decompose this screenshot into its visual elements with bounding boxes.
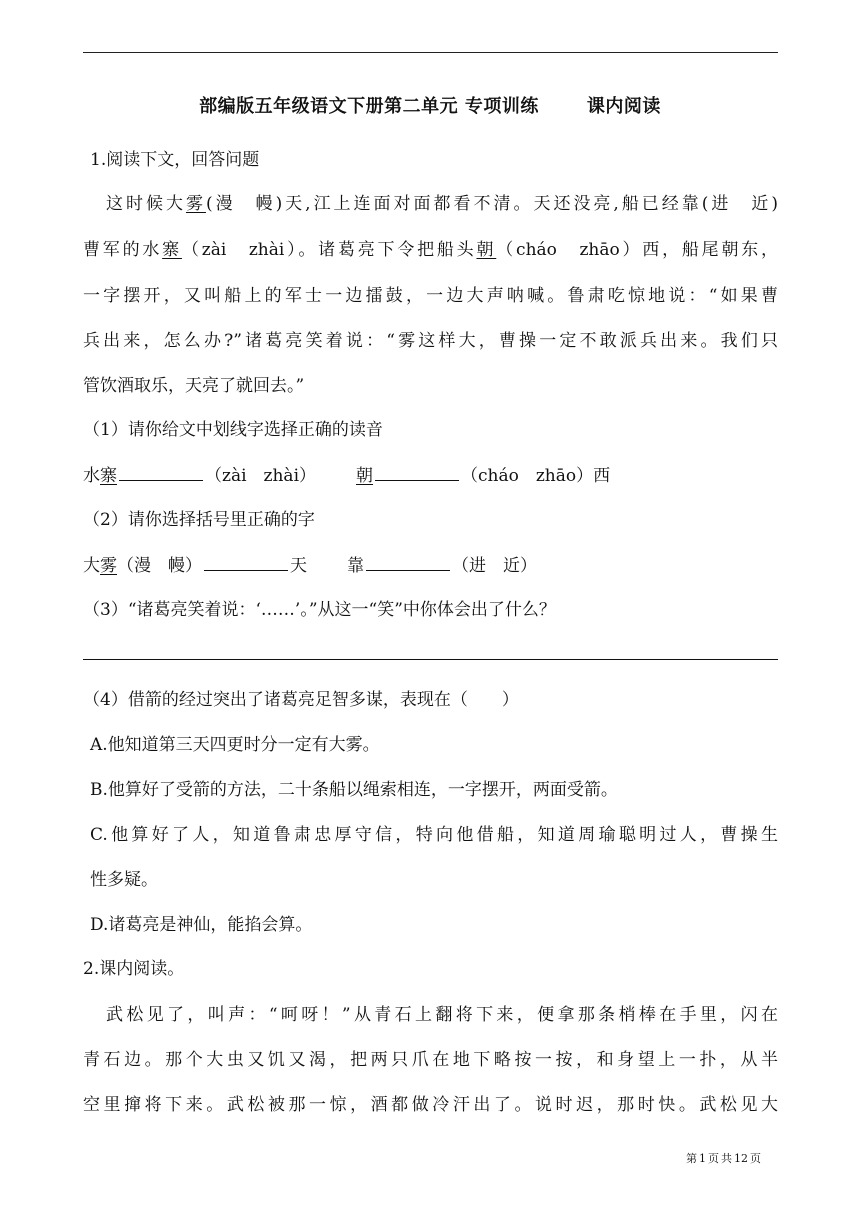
answer-blank[interactable]: [119, 463, 203, 481]
option-c-cont: 性多疑。: [90, 870, 158, 890]
q1-passage-line: 曹军的水寨（zài zhài）。诸葛亮下令把船头朝（cháo zhāo）西，船尾朝东，: [83, 240, 779, 260]
answer-blank[interactable]: [204, 553, 288, 571]
q1-sub2-prompt: （2）请你选择括号里正确的字: [83, 510, 315, 530]
option-c[interactable]: C.他算好了人，知道鲁肃忠厚守信，特向他借船，知道周瑜聪明过人，曹操生: [90, 825, 778, 845]
answer-blank[interactable]: [366, 553, 450, 571]
q1-sub3-prompt: （3）“诸葛亮笑着说：‘……’。”从这一“笑”中你体会出了什么？: [83, 600, 556, 620]
answer-blank[interactable]: [375, 463, 459, 481]
q1-passage-line: 一字摆开，又叫船上的军士一边擂鼓，一边大声呐喊。鲁肃吃惊地说：“如果曹: [83, 286, 778, 306]
q1-sub4-prompt: （4）借箭的经过突出了诸葛亮足智多谋，表现在（ ）: [83, 690, 519, 710]
q1-passage-line: 这时候大雾(漫 幔)天,江上连面对面都看不清。天还没亮,船已经靠(进 近): [106, 194, 779, 214]
q1-sub2-answers: 大雾（漫 幔） 天 靠 （进 近）: [83, 553, 537, 578]
q1-sub1-prompt: （1）请你给文中划线字选择正确的读音: [83, 420, 383, 440]
option-b[interactable]: B.他算好了受箭的方法，二十条船以绳索相连，一字摆开，两面受箭。: [90, 780, 618, 800]
page-title: [0, 92, 860, 118]
q1-passage-line: 兵出来，怎么办?”诸葛亮笑着说：“雾这样大，曹操一定不敢派兵出来。我们只: [83, 331, 778, 351]
title-sub: 课内阅读: [586, 96, 661, 117]
option-d[interactable]: D.诸葛亮是神仙，能掐会算。: [90, 915, 313, 935]
q2-heading: 2.课内阅读。: [83, 959, 185, 979]
q1-sub1-answers: 水寨 （zài zhài） 朝 （cháo zhāo）西: [83, 463, 610, 488]
q1-passage-line: 管饮酒取乐，天亮了就回去。”: [83, 376, 305, 396]
q1-heading: 1.阅读下文，回答问题: [90, 150, 260, 170]
header-rule: [83, 52, 778, 53]
q2-passage-line: 空里撺将下来。武松被那一惊，酒都做冷汗出了。说时迟，那时快。武松见大: [83, 1095, 778, 1115]
answer-line[interactable]: [83, 659, 778, 660]
title-main: 部编版五年级语文下册第二单元 专项训练: [199, 96, 539, 117]
option-a[interactable]: A.他知道第三天四更时分一定有大雾。: [90, 735, 380, 755]
page-footer: 第 1 页 共 12 页: [686, 1152, 761, 1165]
q2-passage-line: 武松见了，叫声：“呵呀！”从青石上翻将下来，便拿那条梢棒在手里，闪在: [106, 1005, 778, 1025]
q2-passage-line: 青石边。那个大虫又饥又渴，把两只爪在地下略按一按，和身望上一扑，从半: [83, 1050, 778, 1070]
